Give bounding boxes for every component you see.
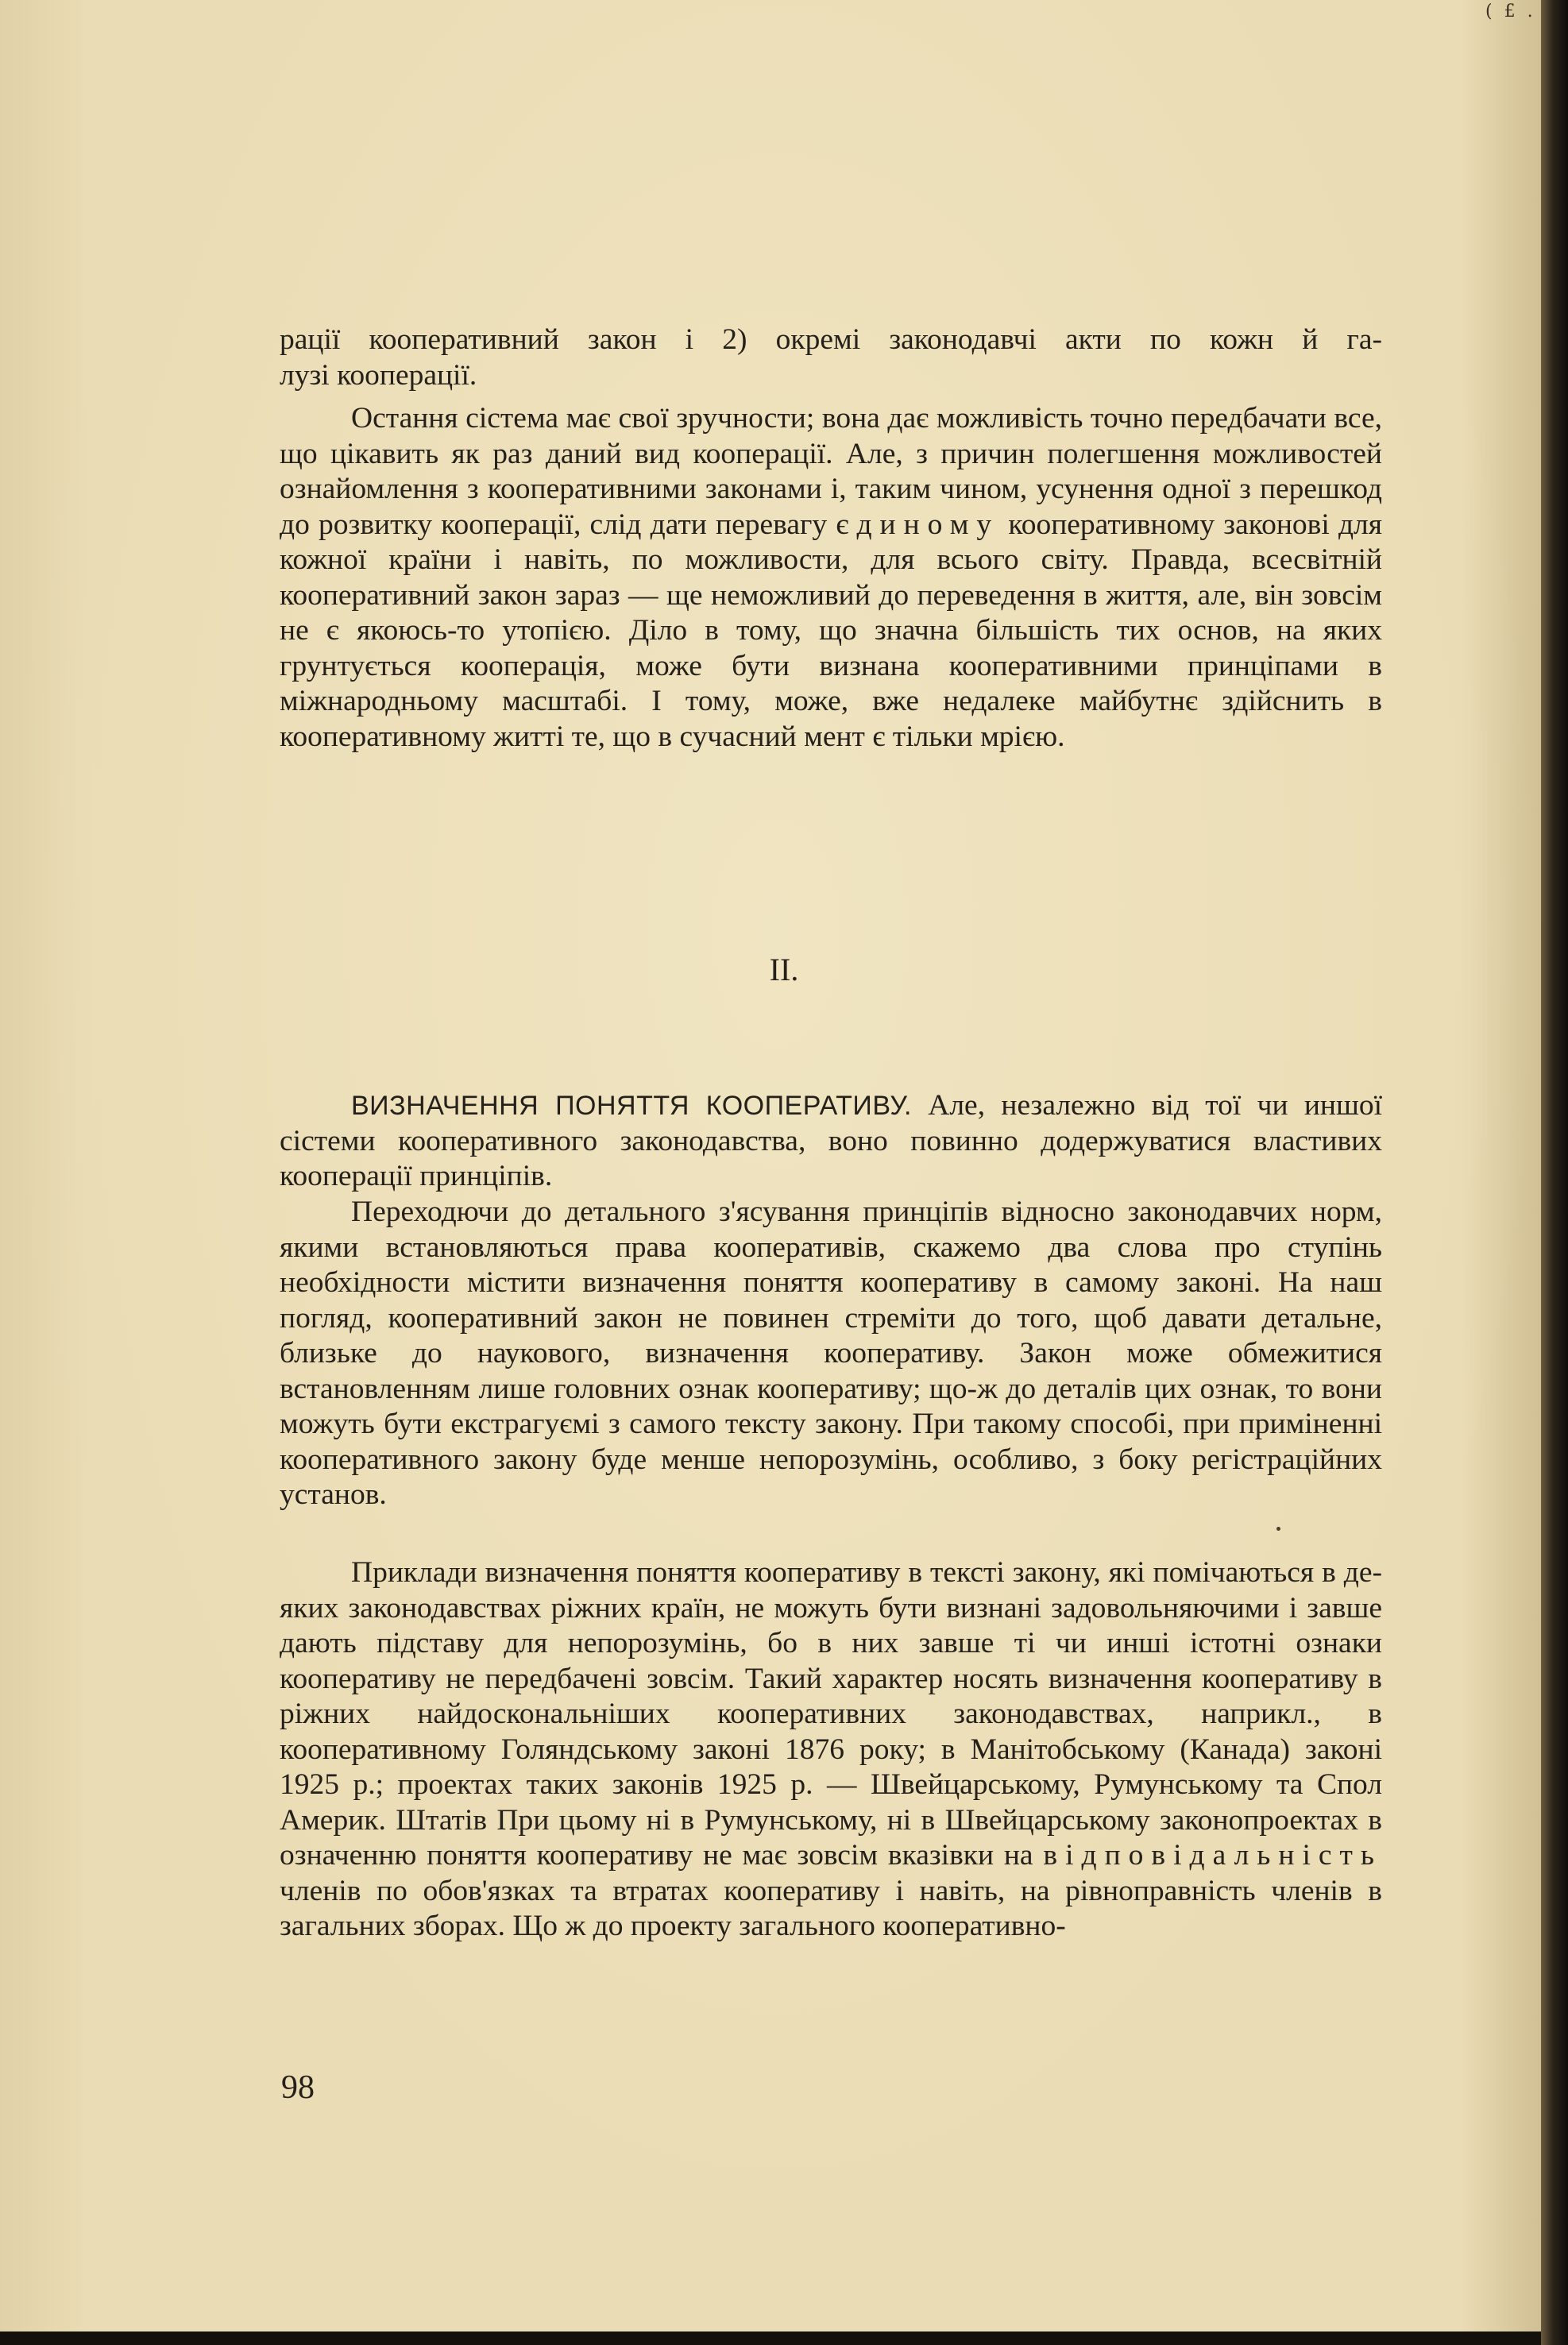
emphasized-word: єдиному: [836, 508, 1000, 541]
book-spine-edge: [1541, 0, 1568, 2345]
paragraph-text: [280, 1088, 1382, 1195]
paragraph-1: [280, 401, 1382, 755]
paragraph-text-start: Приклади визначення поняття кооперативу в тексті закону, які помічаються в де-яких законодавствах ріжних країн, не можуть бути визнані задовольняючими і завше дають підставу для непорозумінь, бо в них завше ті чи инші істотні ознаки кооперативу не передбачені зовсім. Такий характер носять визначення кооперативу в ріжних найдоскональніших кооперативних законодавствах, наприкл., в кооперативному Голяндському законі 1876 року; в Манітобському (Канада) законі 1925 р.; проектах таких законів 1925 р. — Швейцарському, Румунському та Спол Америк. Штатів При цьому ні в Румунському, ні в Швейцарському законопроектах в означенню поняття кооперативу не має зовсім вказівки на: [280, 1556, 1382, 1872]
paragraph-3: [280, 1195, 1382, 1513]
stray-dot: [1276, 1527, 1280, 1531]
paragraph-text: Переходючи до детального з'ясування принціпів відносно законодавчих норм, якими встановляються права кооперативів, скажемо два слова про ступінь необхідности містити визначення поняття кооперативу в самому законі. На наш погляд, кооперативний закон не повинен стреміти до того, щоб давати детальне, близьке до наукового, визначення кооперативу. Закон може обмежитися встановленням лише головних ознак кооперативу; що-ж до деталів цих ознак, то вони можуть бути екстрагуємі з самого тексту закону. При такому способі, при приміненні кооперативного закону буде менше непорозумінь, особливо, з боку регістраційних установ.: [280, 1196, 1382, 1511]
corner-mark: ( £ .: [1485, 2, 1536, 21]
section-heading: ВИЗНАЧЕННЯ ПОНЯТТЯ КООПЕРАТИВУ.: [351, 1091, 912, 1121]
paragraph-2: [280, 1088, 1382, 1195]
emphasized-word: відповідальність: [1043, 1839, 1383, 1872]
paragraph-text-end: кооперативному законові для кожної країни і навіть, по можливости, для всього світу. Правда, всесвітній кооперативний закон зараз — ще неможливий до переведення в життя, але, він зовсім не є якоюсь-то утопією. Діло в тому, що значна більшість тих основ, на яких грунтується кооперація, може бути визнана кооперативними принціпами в міжнародньому масштабі. І тому, може, вже недалеке майбутнє здійснить в кооперативному житті те, що в сучасний мент є тільки мрією.: [280, 508, 1383, 753]
text-line: лузі кооперації.: [280, 358, 477, 392]
paragraph-text-end: членів по обов'язках та втратах кооперативу і навіть, на рівноправність членів в загальних зборах. Що ж до проекту загального кооперативно-: [280, 1874, 1382, 1942]
paragraph-text: [280, 401, 1382, 755]
section-number: II.: [769, 952, 799, 987]
paragraph-text: [280, 1555, 1382, 1945]
text-line: рації кооперативний закон і 2) окремі законодавчі акти по кожн й га-: [280, 323, 1382, 356]
paragraph-4: [280, 1555, 1382, 1945]
page-number: 98: [281, 2069, 315, 2106]
paragraph-text-body: Але, незалежно від тої чи иншої сістеми кооперативного законодавства, воно повинно додержуватися властивих кооперації принціпів.: [280, 1089, 1383, 1192]
paragraph-text-start: Остання сістема має свої зручности; вона дає можливість точно передбачати все, що цікавить як раз даний вид кооперації. Але, з причин полегшення можливостей ознайомлення з кооперативними законами і, таким чином, усунення одної з перешкод до розвитку кооперації, слід дати перевагу: [280, 402, 1382, 541]
continuation-text: [280, 323, 1382, 393]
